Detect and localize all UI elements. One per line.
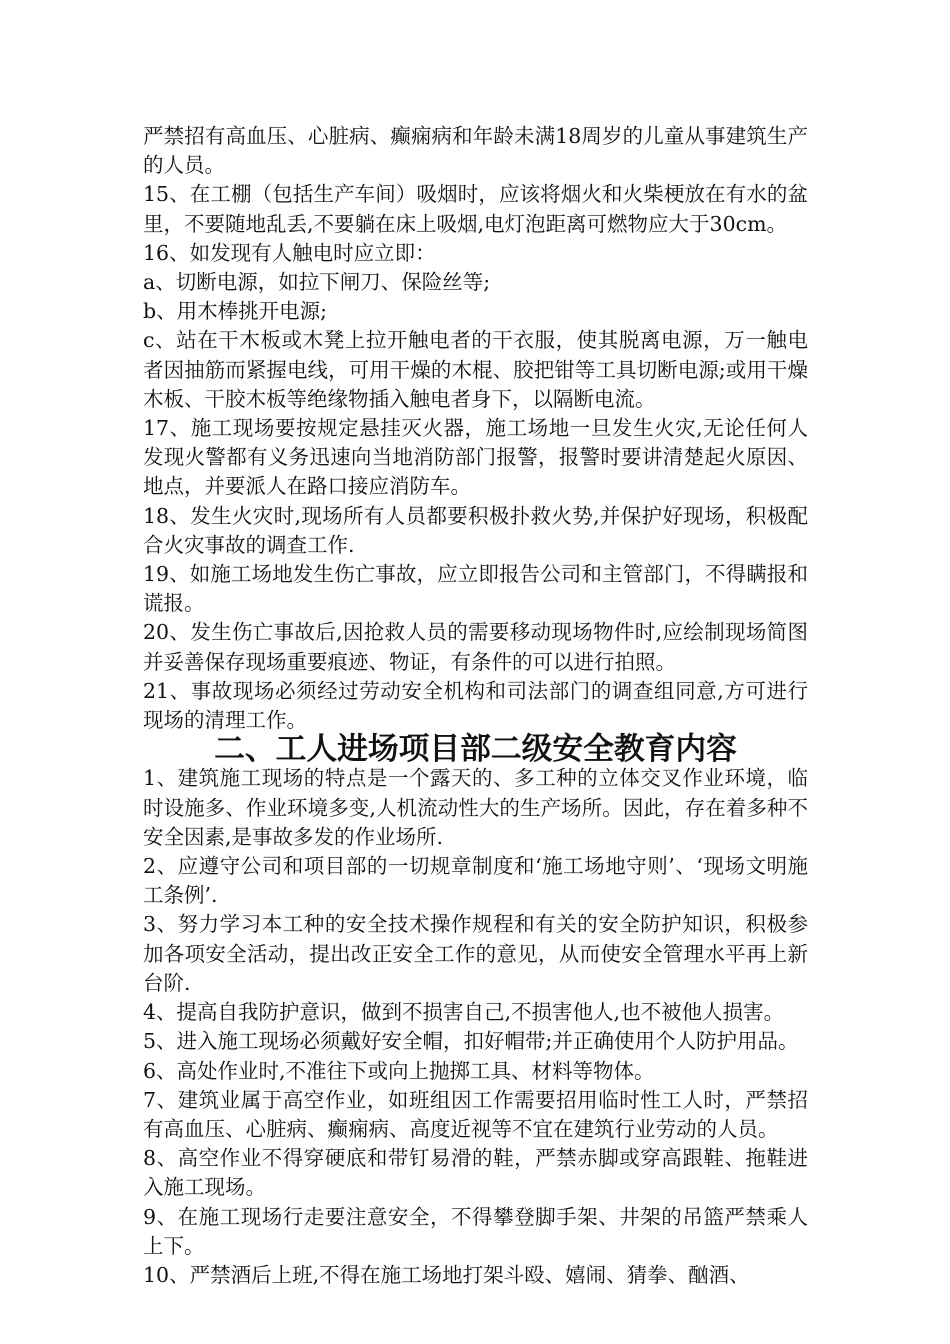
paragraph: 8、高空作业不得穿硬底和带钉易滑的鞋，严禁赤脚或穿高跟鞋、拖鞋进入施工现场。 [143, 1146, 808, 1200]
paragraph: 17、施工现场要按规定悬挂灭火器，施工场地一旦发生火灾,无论任何人发现火警都有义务迅速向当地消防部门报警，报警时要讲清楚起火原因、地点，并要派人在路口接应消防车。 [143, 416, 808, 499]
paragraph: 18、发生火灾时,现场所有人员都要积极扑救火势,并保护好现场，积极配合火灾事故的调查工作. [143, 503, 808, 557]
paragraph: a、切断电源，如拉下闸刀、保险丝等; [143, 270, 491, 295]
paragraph: 4、提高自我防护意识，做到不损害自己,不损害他人,也不被他人损害。 [143, 1000, 785, 1025]
paragraph: 21、事故现场必须经过劳动安全机构和司法部门的调查组同意,方可进行现场的清理工作。 [143, 678, 808, 733]
paragraph: 6、高处作业时,不准往下或向上抛掷工具、材料等物体。 [143, 1058, 655, 1083]
paragraph: b、用木棒挑开电源; [143, 299, 328, 324]
paragraph: c、站在干木板或木凳上拉开触电者的干衣服，使其脱离电源，万一触电者因抽筋而紧握电线，可用干燥的木棍、胶把钳等工具切断电源;或用干燥木板、干胶木板等绝缘物插入触电者身下，以隔断电流。 [143, 328, 808, 411]
paragraph: 7、建筑业属于高空作业，如班组因工作需要招用临时性工人时，严禁招有高血压、心脏病、癫痫病、高度近视等不宜在建筑行业劳动的人员。 [143, 1087, 808, 1141]
document-page [143, 122, 808, 1290]
section-heading: 二、工人进场项目部二级安全教育内容 [214, 731, 737, 768]
paragraph: 2、应遵守公司和项目部的一切规章制度和‘施工场地守则’、‘现场文明施工条例’. [143, 854, 808, 908]
paragraph: 16、如发现有人触电时应立即： [143, 240, 436, 265]
paragraph: 1、建筑施工现场的特点是一个露天的、多工种的立体交叉作业环境，临时设施多、作业环境多变,人机流动性大的生产场所。因此，存在着多种不安全因素,是事故多发的作业场所. [143, 766, 808, 849]
paragraph: 3、努力学习本工种的安全技术操作规程和有关的安全防护知识，积极参加各项安全活动，提出改正安全工作的意见，从而使安全管理水平再上新台阶. [143, 912, 808, 995]
paragraph: 严禁招有高血压、心脏病、癫痫病和年龄未满18周岁的儿童从事建筑生产的人员。 [143, 124, 808, 178]
paragraph: 20、发生伤亡事故后,因抢救人员的需要移动现场物件时,应绘制现场简图并妥善保存现场重要痕迹、物证，有条件的可以进行拍照。 [143, 620, 808, 674]
paragraph: 5、进入施工现场必须戴好安全帽，扣好帽带;并正确使用个人防护用品。 [143, 1029, 799, 1054]
paragraph: 10、严禁酒后上班,不得在施工场地打架斗殴、嬉闹、猜拳、酗酒、 [143, 1262, 750, 1287]
paragraph: 19、如施工场地发生伤亡事故，应立即报告公司和主管部门，不得瞒报和谎报。 [143, 562, 808, 616]
paragraph: 9、在施工现场行走要注意安全，不得攀登脚手架、井架的吊篮严禁乘人上下。 [143, 1204, 808, 1258]
paragraph: 15、在工棚（包括生产车间）吸烟时，应该将烟火和火柴梗放在有水的盆里，不要随地乱丢,不要躺在床上吸烟,电灯泡距离可燃物应大于30cm。 [143, 182, 808, 236]
